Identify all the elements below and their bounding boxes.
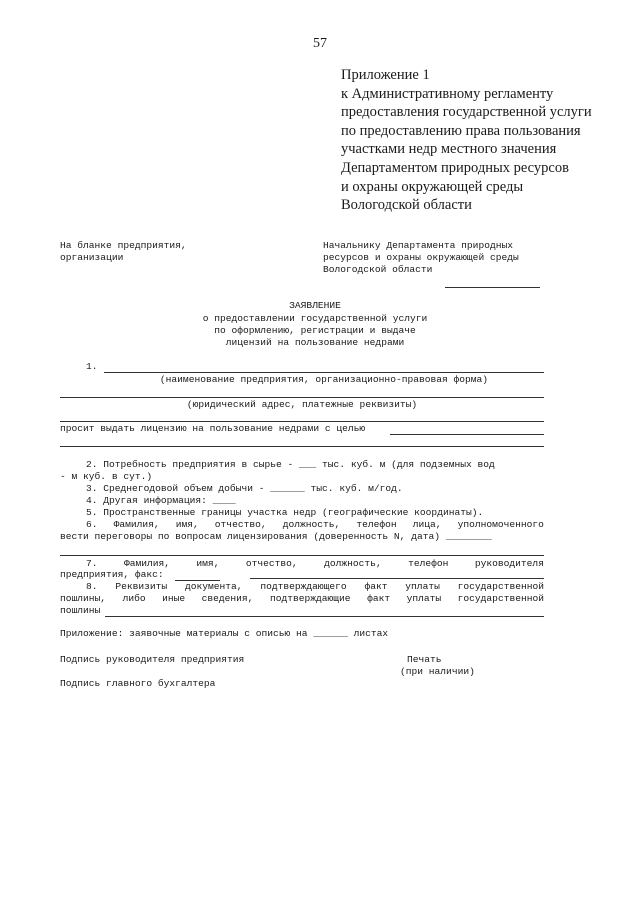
item-word: факт (364, 581, 388, 592)
item-word: руководителя (474, 558, 544, 569)
appendix-line: и охраны окружающей среды (341, 178, 524, 195)
letterhead-note: организации (60, 252, 124, 263)
item-7: предприятия, факс: (60, 569, 164, 580)
address-field[interactable] (60, 421, 544, 422)
item-word: отчество, (214, 519, 267, 530)
contact-person-field[interactable] (60, 555, 544, 556)
item-word: Фамилия, (123, 558, 170, 569)
item-word: либо (122, 593, 146, 604)
item-word: пошлины, (60, 593, 107, 604)
item-word: иные (162, 593, 186, 604)
item-word: Реквизиты (115, 581, 168, 592)
company-name-field[interactable] (60, 397, 544, 398)
director-signature-label: Подпись руководителя предприятия (60, 654, 245, 665)
appendix-line: предоставления государственной услуги (341, 104, 592, 121)
item-word: должность, (324, 558, 382, 569)
item-word: должность, (282, 519, 341, 530)
item-word: лица, (412, 519, 442, 530)
appendix-line: по предоставлению права пользования (341, 122, 581, 139)
appendix-line: к Административному регламенту (341, 85, 554, 102)
item-8 (86, 581, 544, 593)
item-word: телефон (356, 519, 397, 530)
statement-title: ЗАЯВЛЕНИЕ (289, 300, 341, 311)
item-5: 5. Пространственные границы участка недр (географические координаты). (86, 507, 484, 518)
purpose-field[interactable] (60, 446, 544, 447)
stamp-note: (при наличии) (400, 666, 475, 677)
item-word: факт (367, 593, 391, 604)
appendix-line: Приложение 1 (341, 67, 430, 83)
item-6 (86, 519, 544, 531)
item-word: государственной (457, 593, 544, 604)
statement-subtitle: по оформлению, регистрации и выдаче (214, 325, 416, 336)
item-word: имя, (196, 558, 220, 569)
item-number: 1. (86, 361, 98, 372)
purpose-field[interactable] (390, 434, 544, 435)
item-word: документа, (184, 581, 243, 592)
appendix-heading (341, 66, 592, 215)
payment-document-field[interactable] (250, 578, 544, 579)
item-word: уплаты (406, 593, 442, 604)
item-word: Фамилия, (113, 519, 160, 530)
appendix-line: Вологодской области (341, 197, 472, 214)
item-word: телефон (408, 558, 449, 569)
item-2: 2. Потребность предприятия в сырье - ___ тыс. куб. м (для подземных вод (86, 459, 495, 470)
payment-document-field[interactable] (105, 616, 544, 617)
item-word: сведения, (201, 593, 254, 604)
item-word: подтверждающие (269, 593, 351, 604)
item-3: 3. Среднегодовой объем добычи - ______ тыс. куб. м/год. (86, 483, 403, 494)
item-word: имя, (175, 519, 199, 530)
page-number: 57 (313, 36, 327, 51)
appendix-line: участками недр местного значения (341, 141, 557, 158)
attachment-line: Приложение: заявочные материалы с описью на ______ листах (60, 628, 389, 639)
statement-subtitle: о предоставлении государственной услуги (202, 313, 428, 324)
item-word: 6. (86, 519, 98, 530)
accountant-signature-label: Подпись главного бухгалтера (60, 678, 216, 689)
letterhead-note: На бланке предприятия, (60, 240, 187, 251)
item-word: отчество, (245, 558, 298, 569)
item-word: подтверждающего (260, 581, 347, 592)
field-caption: (юридический адрес, платежные реквизиты) (186, 399, 418, 410)
company-name-field[interactable] (104, 372, 544, 373)
item-2: - м куб. в сут.) (60, 471, 153, 482)
field-caption: (наименование предприятия, организационно-правовая форма) (159, 374, 489, 385)
item-word: 8. (86, 581, 98, 592)
addressee-line: Вологодской области (323, 264, 433, 275)
appendix-line: Департаментом природных ресурсов (341, 159, 569, 176)
request-text: просит выдать лицензию на пользование недрами с целью (60, 423, 366, 434)
item-8 (60, 593, 544, 605)
item-word: уплаты (405, 581, 440, 592)
item-word: уполномоченного (457, 519, 544, 530)
item-6: вести переговоры по вопросам лицензирования (доверенность N, дата) ________ (60, 531, 492, 542)
statement-subtitle: лицензий на пользование недрами (225, 337, 405, 348)
addressee-line: ресурсов и охраны окружающей среды (323, 252, 519, 263)
addressee-line: Начальнику Департамента природных (323, 240, 513, 251)
item-word: 7. (86, 558, 98, 569)
addressee-signature-line[interactable] (445, 287, 540, 288)
item-8: пошлины (60, 605, 101, 616)
item-word: государственной (457, 581, 544, 592)
stamp-label: Печать (407, 654, 442, 665)
item-4: 4. Другая информация: ____ (86, 495, 236, 506)
